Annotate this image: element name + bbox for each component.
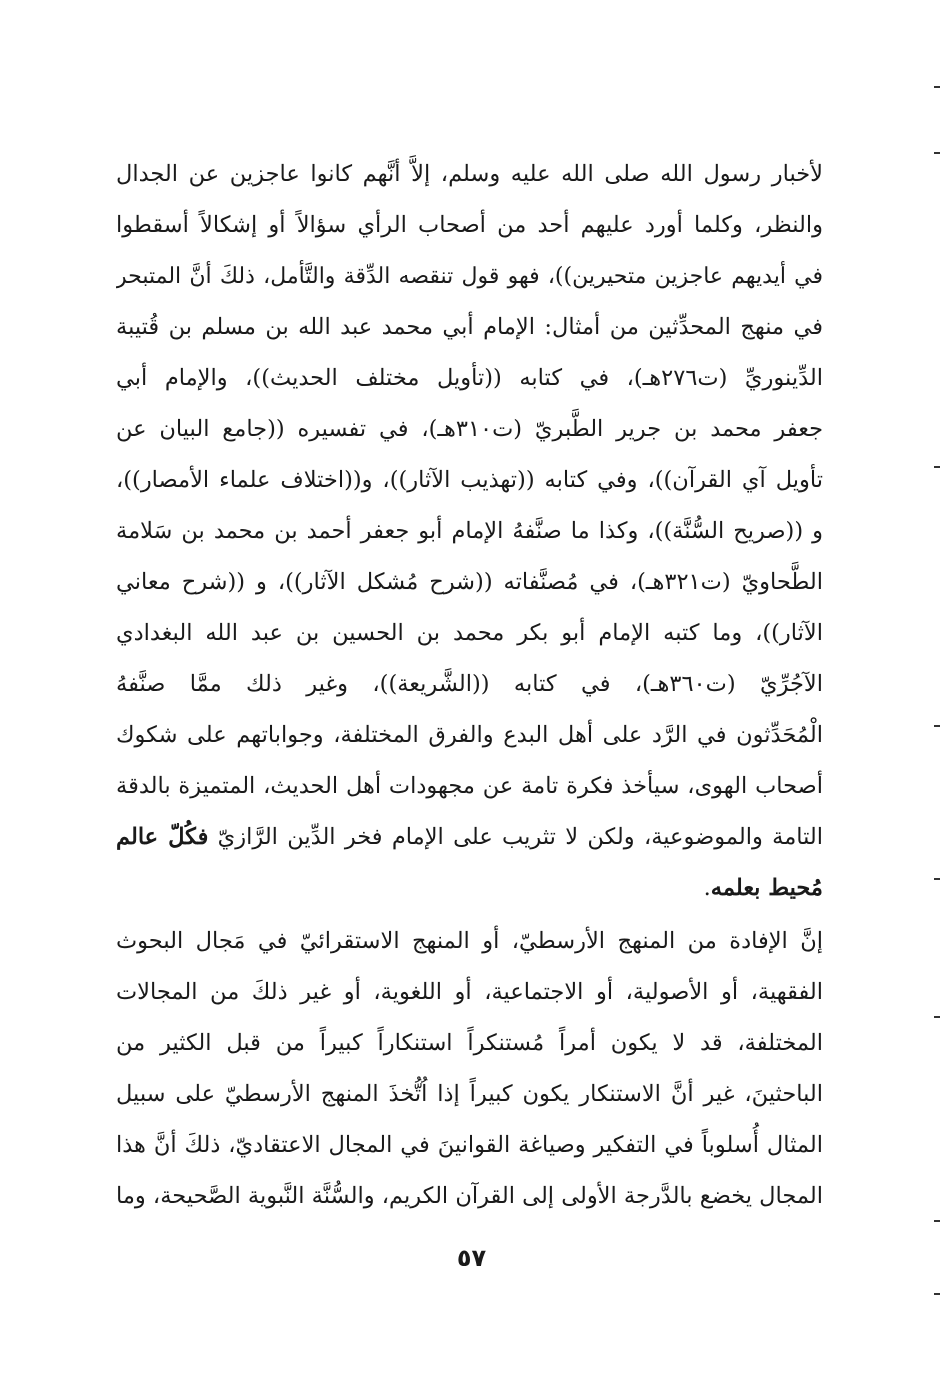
text-line: المجال يخضع بالدَّرجة الأولى إلى القرآن الكريم، والسُّنَّة النَّبوية الصَّحيحة، وما: [116, 1183, 823, 1209]
edge-mark: [934, 1016, 940, 1018]
edge-mark: [934, 466, 940, 468]
text-line: لأخبار رسول الله صلى الله عليه وسلم، إلاَّ أنَّهم كانوا عاجزين عن الجدال: [116, 161, 823, 187]
text-line: الباحثينَ، غير أنَّ الاستنكار يكون كبيراً إذا اُتُّخذَ المنهج الأرسطيّ على سبيل: [116, 1081, 823, 1107]
text-line: في أيديهم عاجزين متحيرين))، فهو قول تنقصه الدِّقة والتَّأمل، ذلكَ أنَّ المتبحر: [116, 264, 823, 289]
text-line: والنظر، وكلما أورد عليهم أحد من أصحاب الرأي سؤالاً أو إشكالاً أسقطوا: [116, 212, 823, 238]
edge-mark: [934, 152, 940, 154]
edge-mark: [934, 1293, 940, 1295]
paragraph-1-last-line: [116, 863, 823, 914]
edge-mark: [934, 725, 940, 727]
text-line: إنَّ الإفادة من المنهج الأرسطيّ، أو المنهج الاستقرائيّ في مَجال البحوث: [116, 928, 823, 954]
text-line: تأويل آي القرآن))، وفي كتابه ((تهذيب الآثار))، و((اختلاف علماء الأمصار))،: [116, 467, 823, 493]
bold-phrase-end: مُحيط بعلمه: [710, 875, 823, 901]
text-line: الدِّينوريِّ (ت٢٧٦هـ)، في كتابه ((تأويل مختلف الحديث))، والإمام أبي: [116, 365, 823, 391]
text-line: الآثار))، وما كتبه الإمام أبو بكر محمد بن الحسين بن عبد الله البغدادي: [116, 620, 823, 646]
paragraph-1: [116, 149, 823, 914]
text-line: أصحاب الهوى، سيأخذ فكرة تامة عن مجهودات أهل الحديث، المتميزة بالدقة: [116, 773, 823, 799]
paragraph-2: [116, 916, 823, 1222]
edge-mark: [934, 1220, 940, 1222]
text-line-content: التامة والموضوعية، ولكن لا تثريب على الإمام فخر الدِّين الرَّازيّ: [217, 824, 823, 850]
text-line: جعفر محمد بن جرير الطَّبريّ (ت٣١٠هـ)، في تفسيره ((جامع البيان عن: [116, 416, 823, 442]
text-line: الطَّحاويّ (ت٣٢١هـ)، في مُصنَّفاته ((شرح مُشكل الآثار))، و ((شرح معاني: [116, 569, 823, 595]
text-line: المثال أُسلوباً في التفكير وصياغة القوانينَ في المجال الاعتقاديّ، ذلكَ أنَّ هذا: [116, 1132, 823, 1158]
text-line-with-bold-tail: [116, 812, 823, 863]
page-number: ٥٧: [456, 1244, 487, 1272]
text-line: المختلفة، قد لا يكون أمراً مُستنكراً استنكاراً كبيراً من قبل الكثير من: [116, 1030, 823, 1056]
text-line: في منهج المحدِّثين من أمثال: الإمام أبي محمد عبد الله بن مسلم بن قُتيبة: [116, 314, 823, 340]
text-line: و ((صريح السُّنَّة))، وكذا ما صنَّفهُ الإمام أبو جعفر أحمد بن محمد بن سَلامة: [116, 518, 823, 544]
edge-mark: [934, 86, 940, 88]
period: .: [703, 875, 711, 901]
text-line: الآجُرِّيّ (ت٣٦٠هـ)، في كتابه ((الشَّريعة))، وغير ذلك ممَّا صنَّفهُ: [116, 671, 823, 697]
bold-phrase: فكُلّ عالم: [116, 824, 209, 850]
text-line: الْمُحَدِّثون في الرَّد على أهل البدع والفرق المختلفة، وجواباتهم على شكوك: [116, 722, 823, 748]
text-line: الفقهية، أو الأصولية، أو الاجتماعية، أو اللغوية، أو غير ذلكَ من المجالات: [116, 979, 823, 1005]
edge-mark: [934, 878, 940, 880]
